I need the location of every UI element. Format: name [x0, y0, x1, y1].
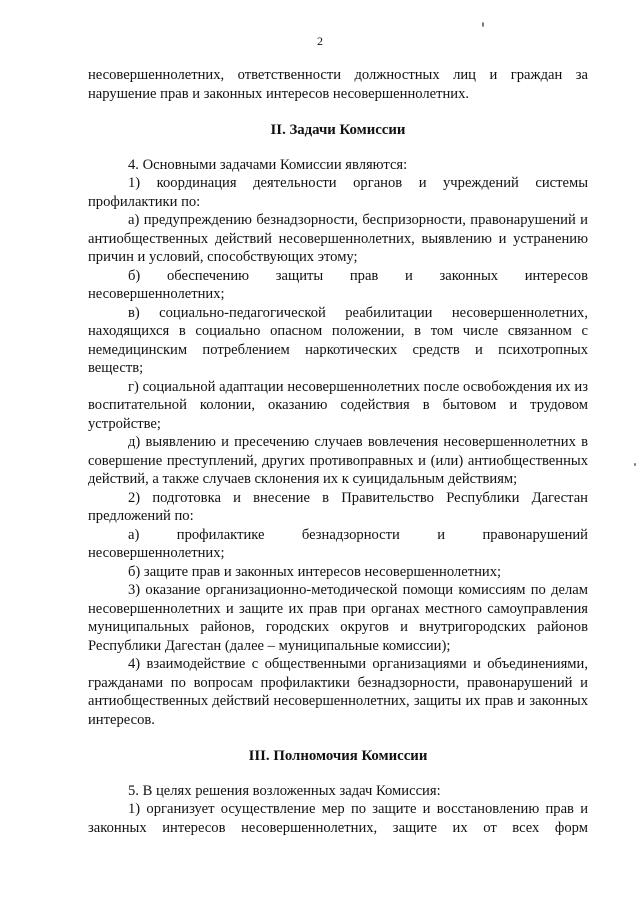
scan-speck: [482, 22, 484, 27]
page-number: 2: [317, 34, 323, 48]
section-2-paragraph: 4. Основными задачами Комиссии являются:: [128, 156, 408, 173]
section-2-paragraph: в) социально-педагогической реабилитации несовершеннолетних, находящихся в социально опасном положении, в том числе связанном с немедицинским потреблением наркотических средств и психотропных веществ;: [88, 304, 588, 376]
section-3-paragraph: 1) организует осуществление мер по защите и восстановлению прав и законных интересов несовершеннолетних, защите их от всех форм: [88, 801, 588, 836]
section-2-paragraph: д) выявлению и пресечению случаев вовлечения несовершеннолетних в совершение преступлений, других противоправных и (или) антиобщественных действий, а также случаев склонения их к суицидальным действиям;: [88, 434, 588, 487]
section-2-paragraph: 4) взаимодействие с общественными организациями и объединениями, гражданами по вопросам профилактики безнадзорности, правонарушений и антиобщественных действий несовершеннолетних, защиты их прав и законных интересов.: [88, 656, 588, 728]
section-3-paragraph: 5. В целях решения возложенных задач Комиссия:: [128, 782, 441, 799]
section-2-paragraph: а) профилактике безнадзорности и правонарушений несовершеннолетних;: [88, 526, 588, 561]
section-2-paragraph: б) защите прав и законных интересов несовершеннолетних;: [128, 563, 502, 580]
section-2-paragraph: г) социальной адаптации несовершеннолетних после освобождения их из воспитательной колонии, оказанию содействия в бытовом и трудовом устройстве;: [88, 378, 588, 432]
intro-continuation: несовершеннолетних, ответственности должностных лиц и граждан за нарушение прав и законных интересов несовершеннолетних.: [88, 67, 588, 102]
section-2-paragraph: б) обеспечению защиты прав и законных интересов несовершеннолетних;: [88, 267, 588, 302]
section-2-paragraph: 3) оказание организационно-методической помощи комиссиям по делам несовершеннолетних и защите их прав при органах местного самоуправления муниципальных районов, городских округов и внутригородских районов Республики Дагестан (далее – муниципальные комиссии);: [88, 582, 588, 654]
scan-speck: [634, 463, 636, 466]
section-2-paragraph: а) предупреждению безнадзорности, беспризорности, правонарушений и антиобщественных действий несовершеннолетних, выявлению и устранению причин и условий, способствующих этому;: [88, 212, 588, 265]
section-2-title: II. Задачи Комиссии: [270, 122, 406, 138]
section-2-paragraph: 2) подготовка и внесение в Правительство Республики Дагестан предложений по:: [88, 489, 588, 524]
document-body: [88, 66, 588, 837]
section-3-title: III. Полномочия Комиссии: [248, 748, 428, 764]
section-2-paragraph: 1) координация деятельности органов и учреждений системы профилактики по:: [88, 175, 588, 210]
